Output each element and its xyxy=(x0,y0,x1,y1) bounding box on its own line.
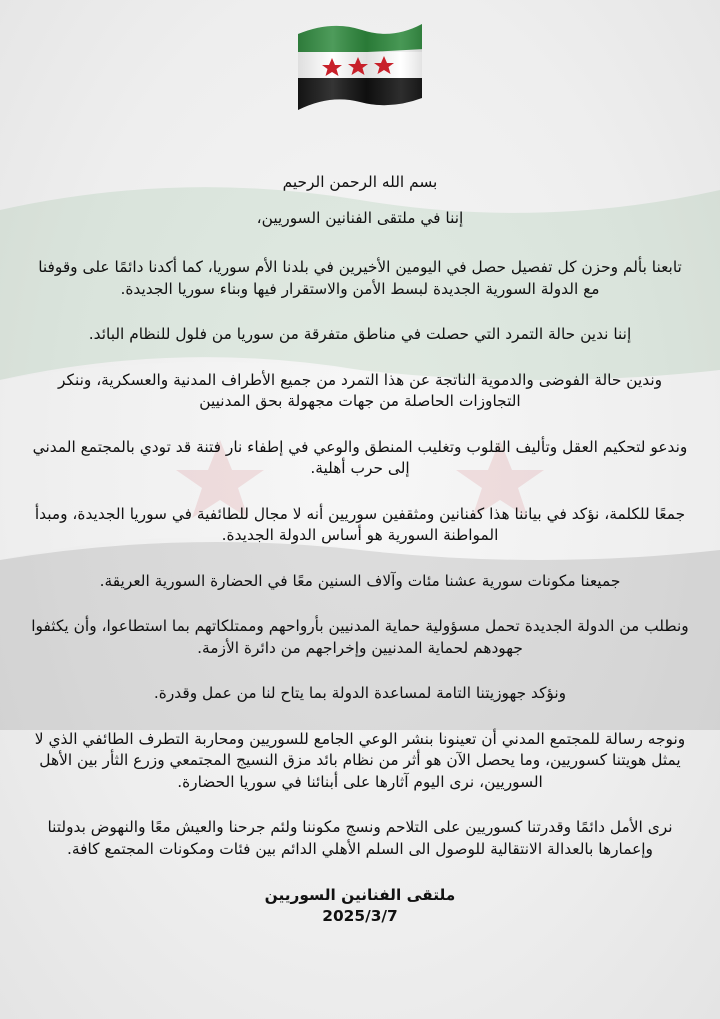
date: 2025/3/7 xyxy=(322,907,398,925)
intro-line: إننا في ملتقى الفنانين السوريين، xyxy=(256,208,464,227)
statement-body xyxy=(30,172,690,928)
basmala: بسم الله الرحمن الرحيم xyxy=(282,173,438,191)
paragraph-9: ونوجه رسالة للمجتمع المدني أن تعينونا بنشر الوعي الجامع للسوريين ومحاربة التطرف الطائفي الذي لا يمثل هويتنا كسوريين، وما يحصل الآن هو أثر من نظام بائد مزق النسيج المجتمعي وزرع الثأر بين الأهل السوريين، نرى اليوم آثارها على أبنائنا في سوريا الحضارة. xyxy=(34,729,686,791)
paragraph-5: جمعًا للكلمة، نؤكد في بياننا هذا كفنانين ومثقفين سوريين أنه لا مجال للطائفية في سوريا الجديدة، ومبدأ المواطنة السورية هو أساس الدولة الجديدة. xyxy=(34,504,686,544)
paragraph-7: ونطلب من الدولة الجديدة تحمل مسؤولية حماية المدنيين بأرواحهم وممتلكاتهم بما استطاعوا، وأن يكثفوا جهودهم لحماية المدنيين وإخراجهم من دائرة الأزمة. xyxy=(31,617,689,657)
paragraph-2: إننا ندين حالة التمرد التي حصلت في مناطق متفرقة من سوريا من فلول للنظام البائد. xyxy=(88,325,632,343)
paragraph-6: جميعنا مكونات سورية عشنا مئات وآلاف السنين معًا في الحضارة السورية العريقة. xyxy=(99,571,621,590)
paragraph-3: وندين حالة الفوضى والدموية الناتجة عن هذا التمرد من جميع الأطراف المدنية والعسكرية، وننكر التجاوزات الحاصلة من جهات مجهولة بحق المدنيين xyxy=(57,370,663,410)
paragraph-8: ونؤكد جهوزيتنا التامة لمساعدة الدولة بما يتاح لنا من عمل وقدرة. xyxy=(153,684,567,702)
paragraph-4: وندعو لتحكيم العقل وتأليف القلوب وتغليب المنطق والوعي في إطفاء نار فتنة قد تودي بالمجتمع المدني إلى حرب أهلية. xyxy=(32,437,688,477)
paragraph-10: نرى الأمل دائمًا وقدرتنا كسوريين على التلاحم ونسج مكوننا ولئم جرحنا والعيش معًا والنهوض بدولتنا وإعمارها بالعدالة الانتقالية للوصول الى السلم الأهلي الدائم بين فئات ومكونات المجتمع كافة. xyxy=(47,818,673,858)
signature: ملتقى الفنانين السوريين xyxy=(264,886,456,904)
syrian-independence-flag-icon xyxy=(292,18,428,122)
paragraph-1: تابعنا بألم وحزن كل تفصيل حصل في اليومين الأخيرين في بلدنا الأم سوريا، كما أكدنا دائمًا على وقوفنا مع الدولة السورية الجديدة لبسط الأمن والاستقرار فيها وبناء سوريا الجديدة. xyxy=(38,258,682,298)
